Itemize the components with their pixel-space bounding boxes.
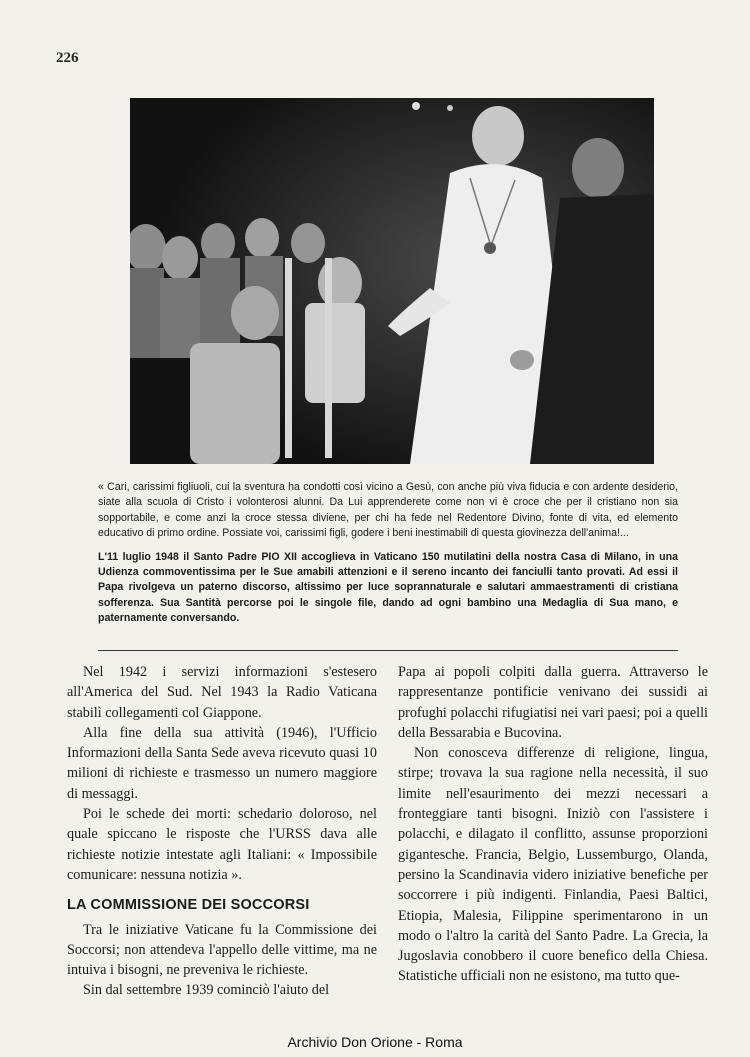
right-column [398,662,708,987]
paragraph: Sin dal settembre 1939 cominciò l'aiuto del [83,982,330,999]
section-heading: LA COMMISSIONE DEI SOCCORSI [67,897,310,914]
paragraph: Nel 1942 i servizi informazioni s'estesero all'America del Sud. Nel 1943 la Radio Vaticana stabilì collegamenti col Giappone. [67,664,377,721]
page-number: 226 [56,50,79,66]
paragraph: Non conosceva differenze di religione, lingua, stirpe; trovava la sua ragione nella necessità, il suo limite nell'esaurimento dei mezzi necessari a fronteggiare tanti bisogni. Iniziò con l'assistere i polacchi, e dilagato il conflitto, assunse proporzioni gigantesche. Francia, Belgio, Lussemburgo, Olanda, persino la Scandinavia videro iniziative benefiche per soccorrere i più indigenti. Finlandia, Paesi Baltici, Etiopia, Malesia, Filippine sperimentarono in un modo o l'altro la carità del Santo Padre. La Grecia, la Jugoslavia conobbero il cuore benefico della Chiesa. Statistiche ufficiali non ne esistono, ma tutto que- [398,745,708,985]
photo-caption [98,480,678,627]
caption-event: L'11 luglio 1948 il Santo Padre PIO XII accoglieva in Vaticano 150 mutilatini della nostra Casa di Milano, in una Udienza commoventissima per le Sue amabili attenzioni e il sereno incanto dei fanciulli tanto provati. Ad essi il Papa rivolgeva un paterno discorso, altissimo per luce soprannaturale e salutari ammaestramenti di cristiana sofferenza. Sua Santità percorse poi le singole file, dando ad ogni bambino una Medaglia di Sua mano, e paternamente conversando. [98,550,678,625]
divider-rule [98,650,678,651]
paragraph: Tra le iniziative Vaticane fu la Commissione dei Soccorsi; non attendeva l'appello delle vittime, ma ne intuiva i bisogni, ne preveniva le richieste. [67,921,377,979]
paragraph: Papa ai popoli colpiti dalla guerra. Attraverso le rappresentanze pontificie venivano dei sussidi ai profughi polacchi rifugiatisi nei vari paesi; poi a quelli della Bessarabia e Bucovina. [398,664,708,741]
caption-quote: « Cari, carissimi figliuoli, cui la sventura ha condotti così vicino a Gesù, con anche più viva fiducia e con ardente desiderio, siate alla scuola di Cristo i volonterosi alunni. Da Lui apprenderete come non vi è croce che per il cristiano non sia sopportabile, e come anzi la croce stessa diviene, per chi ha fede nel Redentore Divino, fonte di vita, ed elemento educativo di primo ordine. Possiate voi, carissimi figli, godere i beni inestimabili di questa giovinezza dell'anima!... [98,481,678,540]
left-column [67,662,377,1001]
paragraph: Alla fine della sua attività (1946), l'Ufficio Informazioni della Santa Sede aveva ricevuto quasi 10 milioni di richieste e trasmesso un numero maggiore di messaggi. [67,724,377,802]
archive-footer: Archivio Don Orione - Roma [287,1034,463,1050]
paragraph: Poi le schede dei morti: schedario doloroso, nel quale spiccano le risposte che l'URSS dava alle richieste notizie intestate agli Italiani: « Impossibile comunicare: nessuna notizia ». [67,806,377,883]
photo-pope-audience [130,98,654,464]
